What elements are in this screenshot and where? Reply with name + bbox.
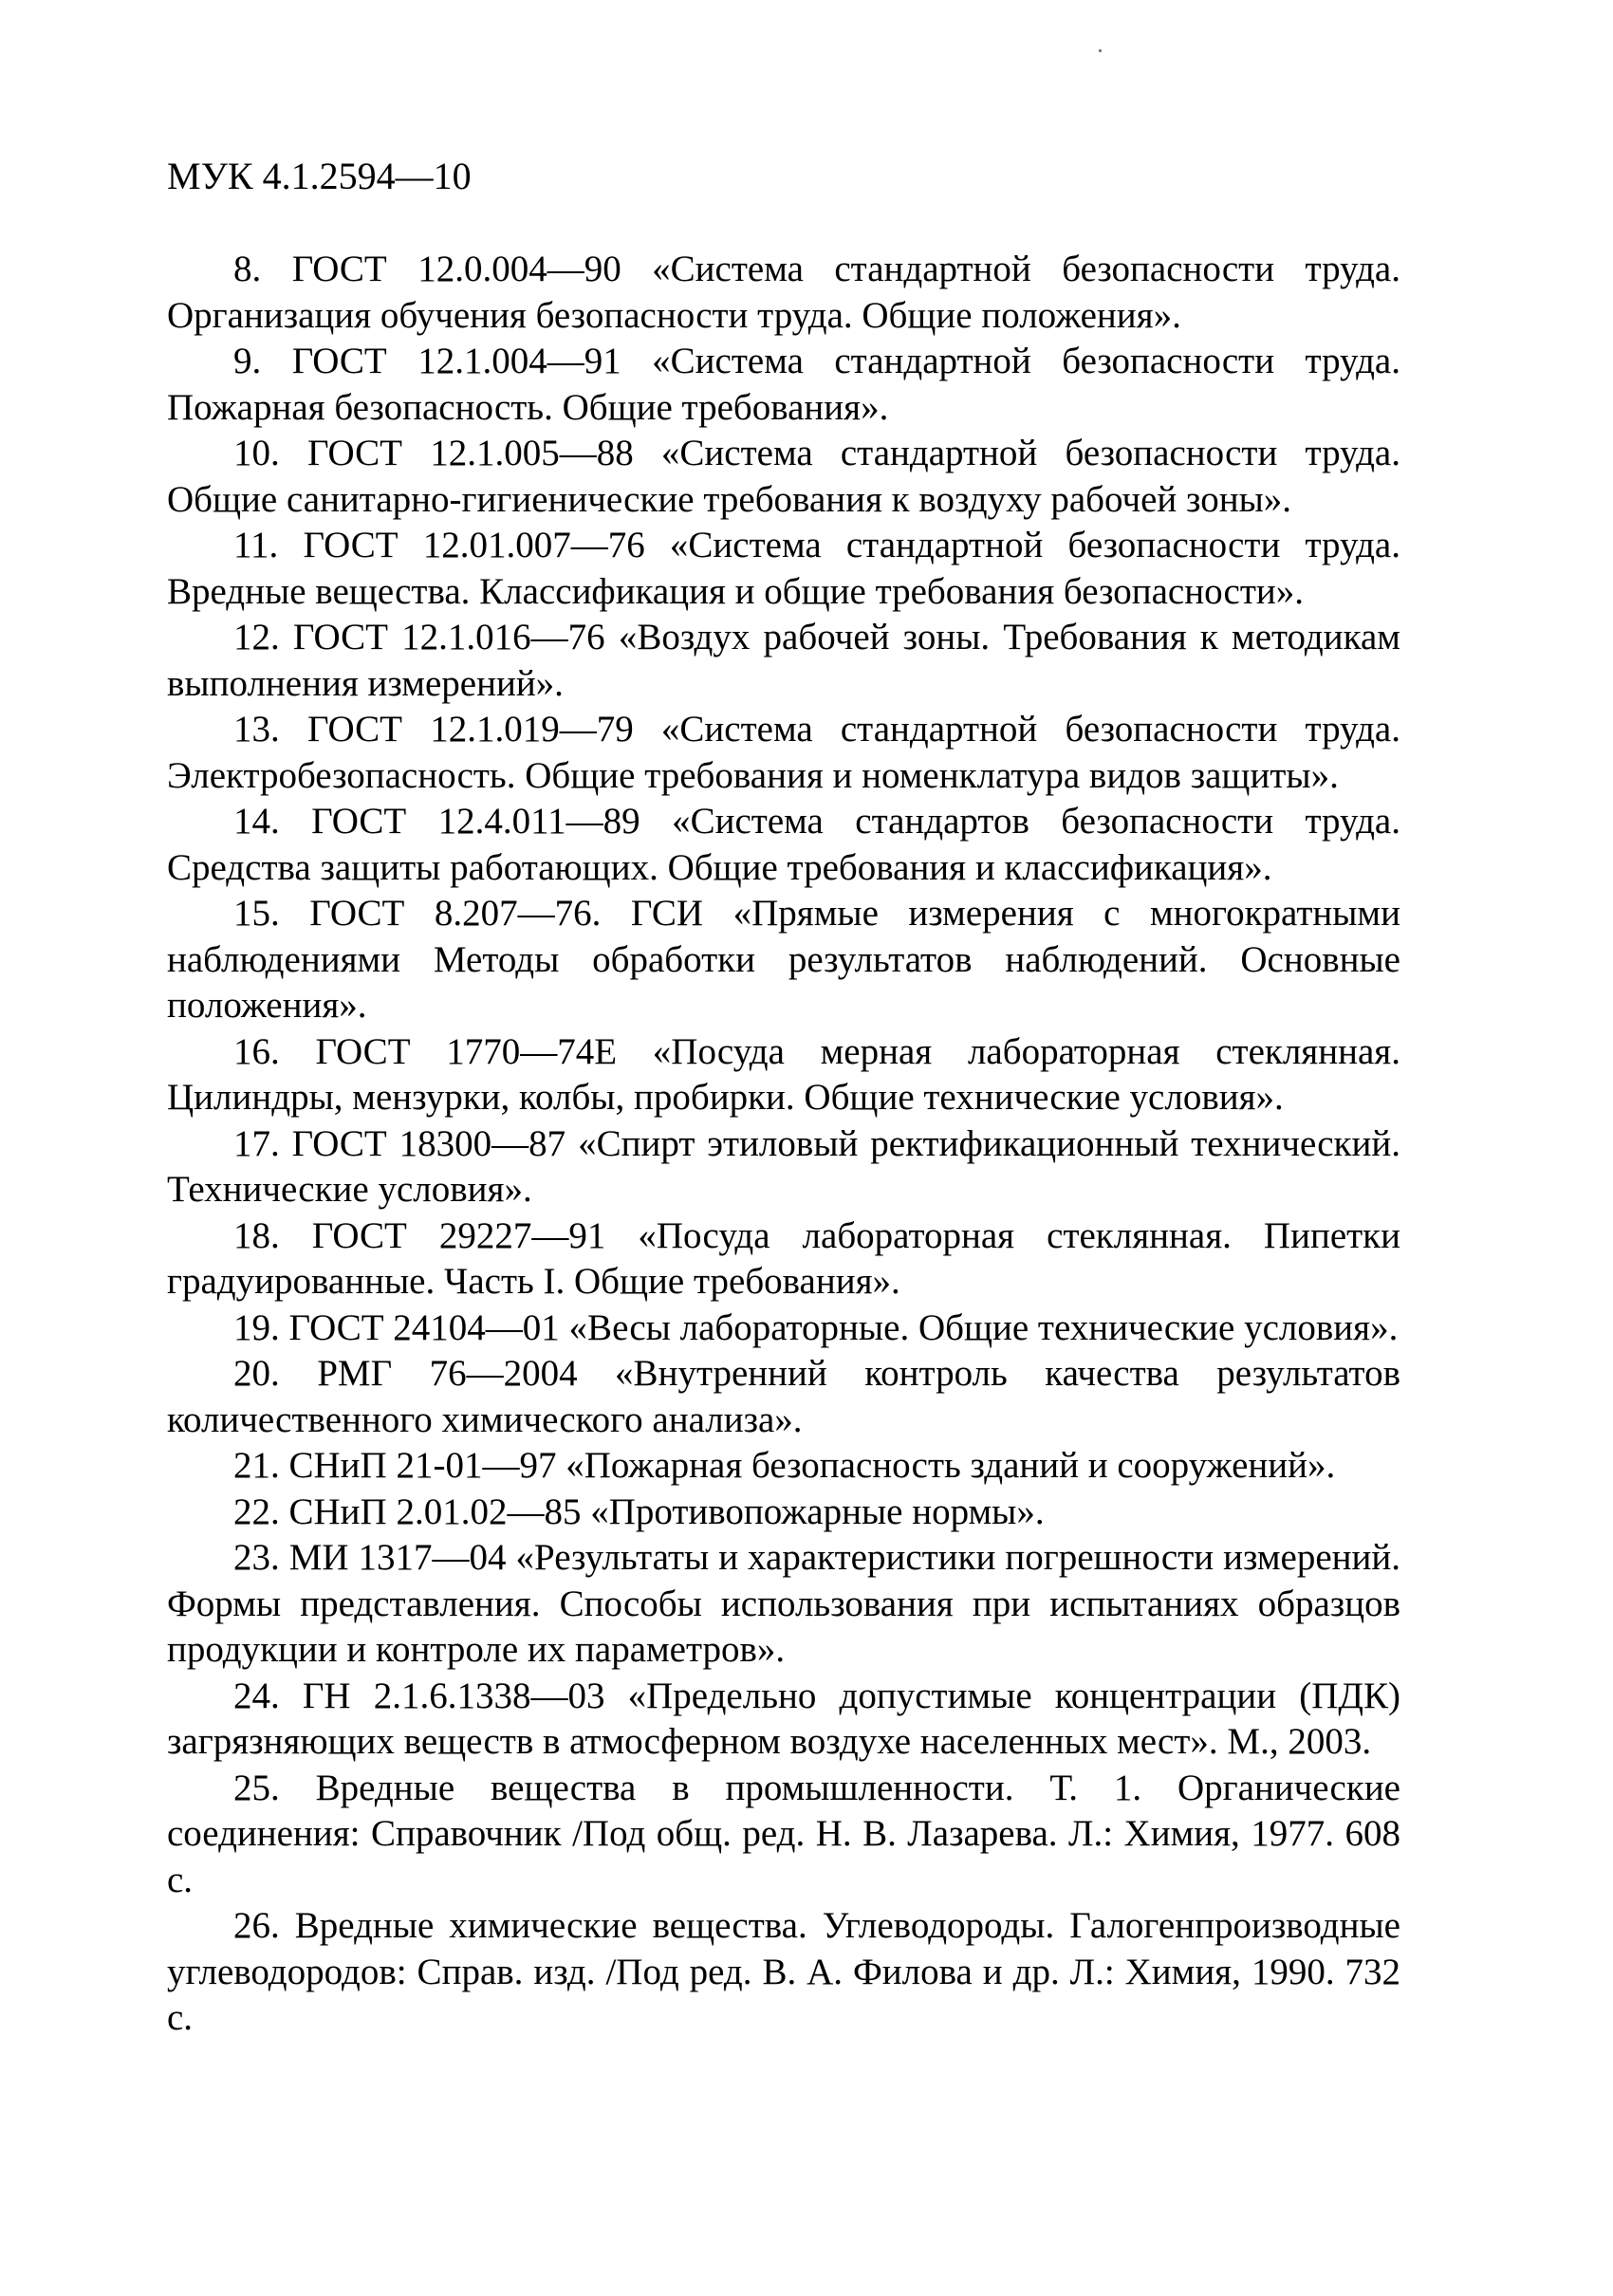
- reference-item: 26. Вредные химические вещества. Углеводороды. Галогенпроизводные углеводородов: Справ. изд. /Под ред. В. А. Филова и др. Л.: Химия, 1990. 732 с.: [167, 1905, 1400, 2038]
- reference-item: 19. ГОСТ 24104—01 «Весы лабораторные. Общие технические условия».: [233, 1306, 1399, 1348]
- scan-speck: [1099, 49, 1102, 52]
- reference-item: 8. ГОСТ 12.0.004—90 «Система стандартной безопасности труда. Организация обучения безопасности труда. Общие положения».: [167, 249, 1400, 336]
- reference-item: 10. ГОСТ 12.1.005—88 «Система стандартной безопасности труда. Общие санитарно-гигиенические требования к воздуху рабочей зоны».: [167, 433, 1400, 520]
- reference-item: 18. ГОСТ 29227—91 «Посуда лабораторная стеклянная. Пипетки градуированные. Часть I. Общие требования».: [167, 1214, 1400, 1302]
- reference-list: [167, 247, 1400, 2042]
- reference-item: 13. ГОСТ 12.1.019—79 «Система стандартной безопасности труда. Электробезопасность. Общие требования и номенклатура видов защиты».: [167, 709, 1400, 796]
- reference-item: 25. Вредные вещества в промышленности. Т. 1. Органические соединения: Справочник /Под общ. ред. Н. В. Лазарева. Л.: Химия, 1977. 608 с.: [167, 1767, 1400, 1900]
- reference-item: 12. ГОСТ 12.1.016—76 «Воздух рабочей зоны. Требования к методикам выполнения измерений».: [167, 617, 1400, 704]
- reference-item: 11. ГОСТ 12.01.007—76 «Система стандартной безопасности труда. Вредные вещества. Классификация и общие требования безопасности».: [167, 525, 1400, 612]
- reference-item: 23. МИ 1317—04 «Результаты и характеристики погрешности измерений. Формы представления. Способы использования при испытаниях образцов продукции и контроле их параметров».: [167, 1537, 1400, 1670]
- reference-item: 15. ГОСТ 8.207—76. ГСИ «Прямые измерения с многократными наблюдениями Методы обработки результатов наблюдений. Основные положения».: [167, 893, 1400, 1026]
- reference-item: 16. ГОСТ 1770—74Е «Посуда мерная лабораторная стеклянная. Цилиндры, мензурки, колбы, пробирки. Общие технические условия».: [167, 1030, 1400, 1118]
- reference-item: 21. СНиП 21-01—97 «Пожарная безопасность зданий и сооружений».: [233, 1445, 1336, 1486]
- document-code: МУК 4.1.2594—10: [167, 155, 472, 197]
- reference-item: 9. ГОСТ 12.1.004—91 «Система стандартной безопасности труда. Пожарная безопасность. Общие требования».: [167, 341, 1400, 428]
- reference-item: 14. ГОСТ 12.4.011—89 «Система стандартов безопасности труда. Средства защиты работающих. Общие требования и классификация».: [167, 801, 1400, 888]
- reference-item: 20. РМГ 76—2004 «Внутренний контроль качества результатов количественного химического анализа».: [167, 1353, 1400, 1440]
- reference-item: 17. ГОСТ 18300—87 «Спирт этиловый ректификационный технический. Технические условия».: [167, 1122, 1400, 1210]
- reference-item: 22. СНиП 2.01.02—85 «Противопожарные нормы».: [233, 1491, 1045, 1532]
- reference-item: 24. ГН 2.1.6.1338—03 «Предельно допустимые концентрации (ПДК) загрязняющих веществ в атмосферном воздухе населенных мест». М., 2003.: [167, 1675, 1400, 1762]
